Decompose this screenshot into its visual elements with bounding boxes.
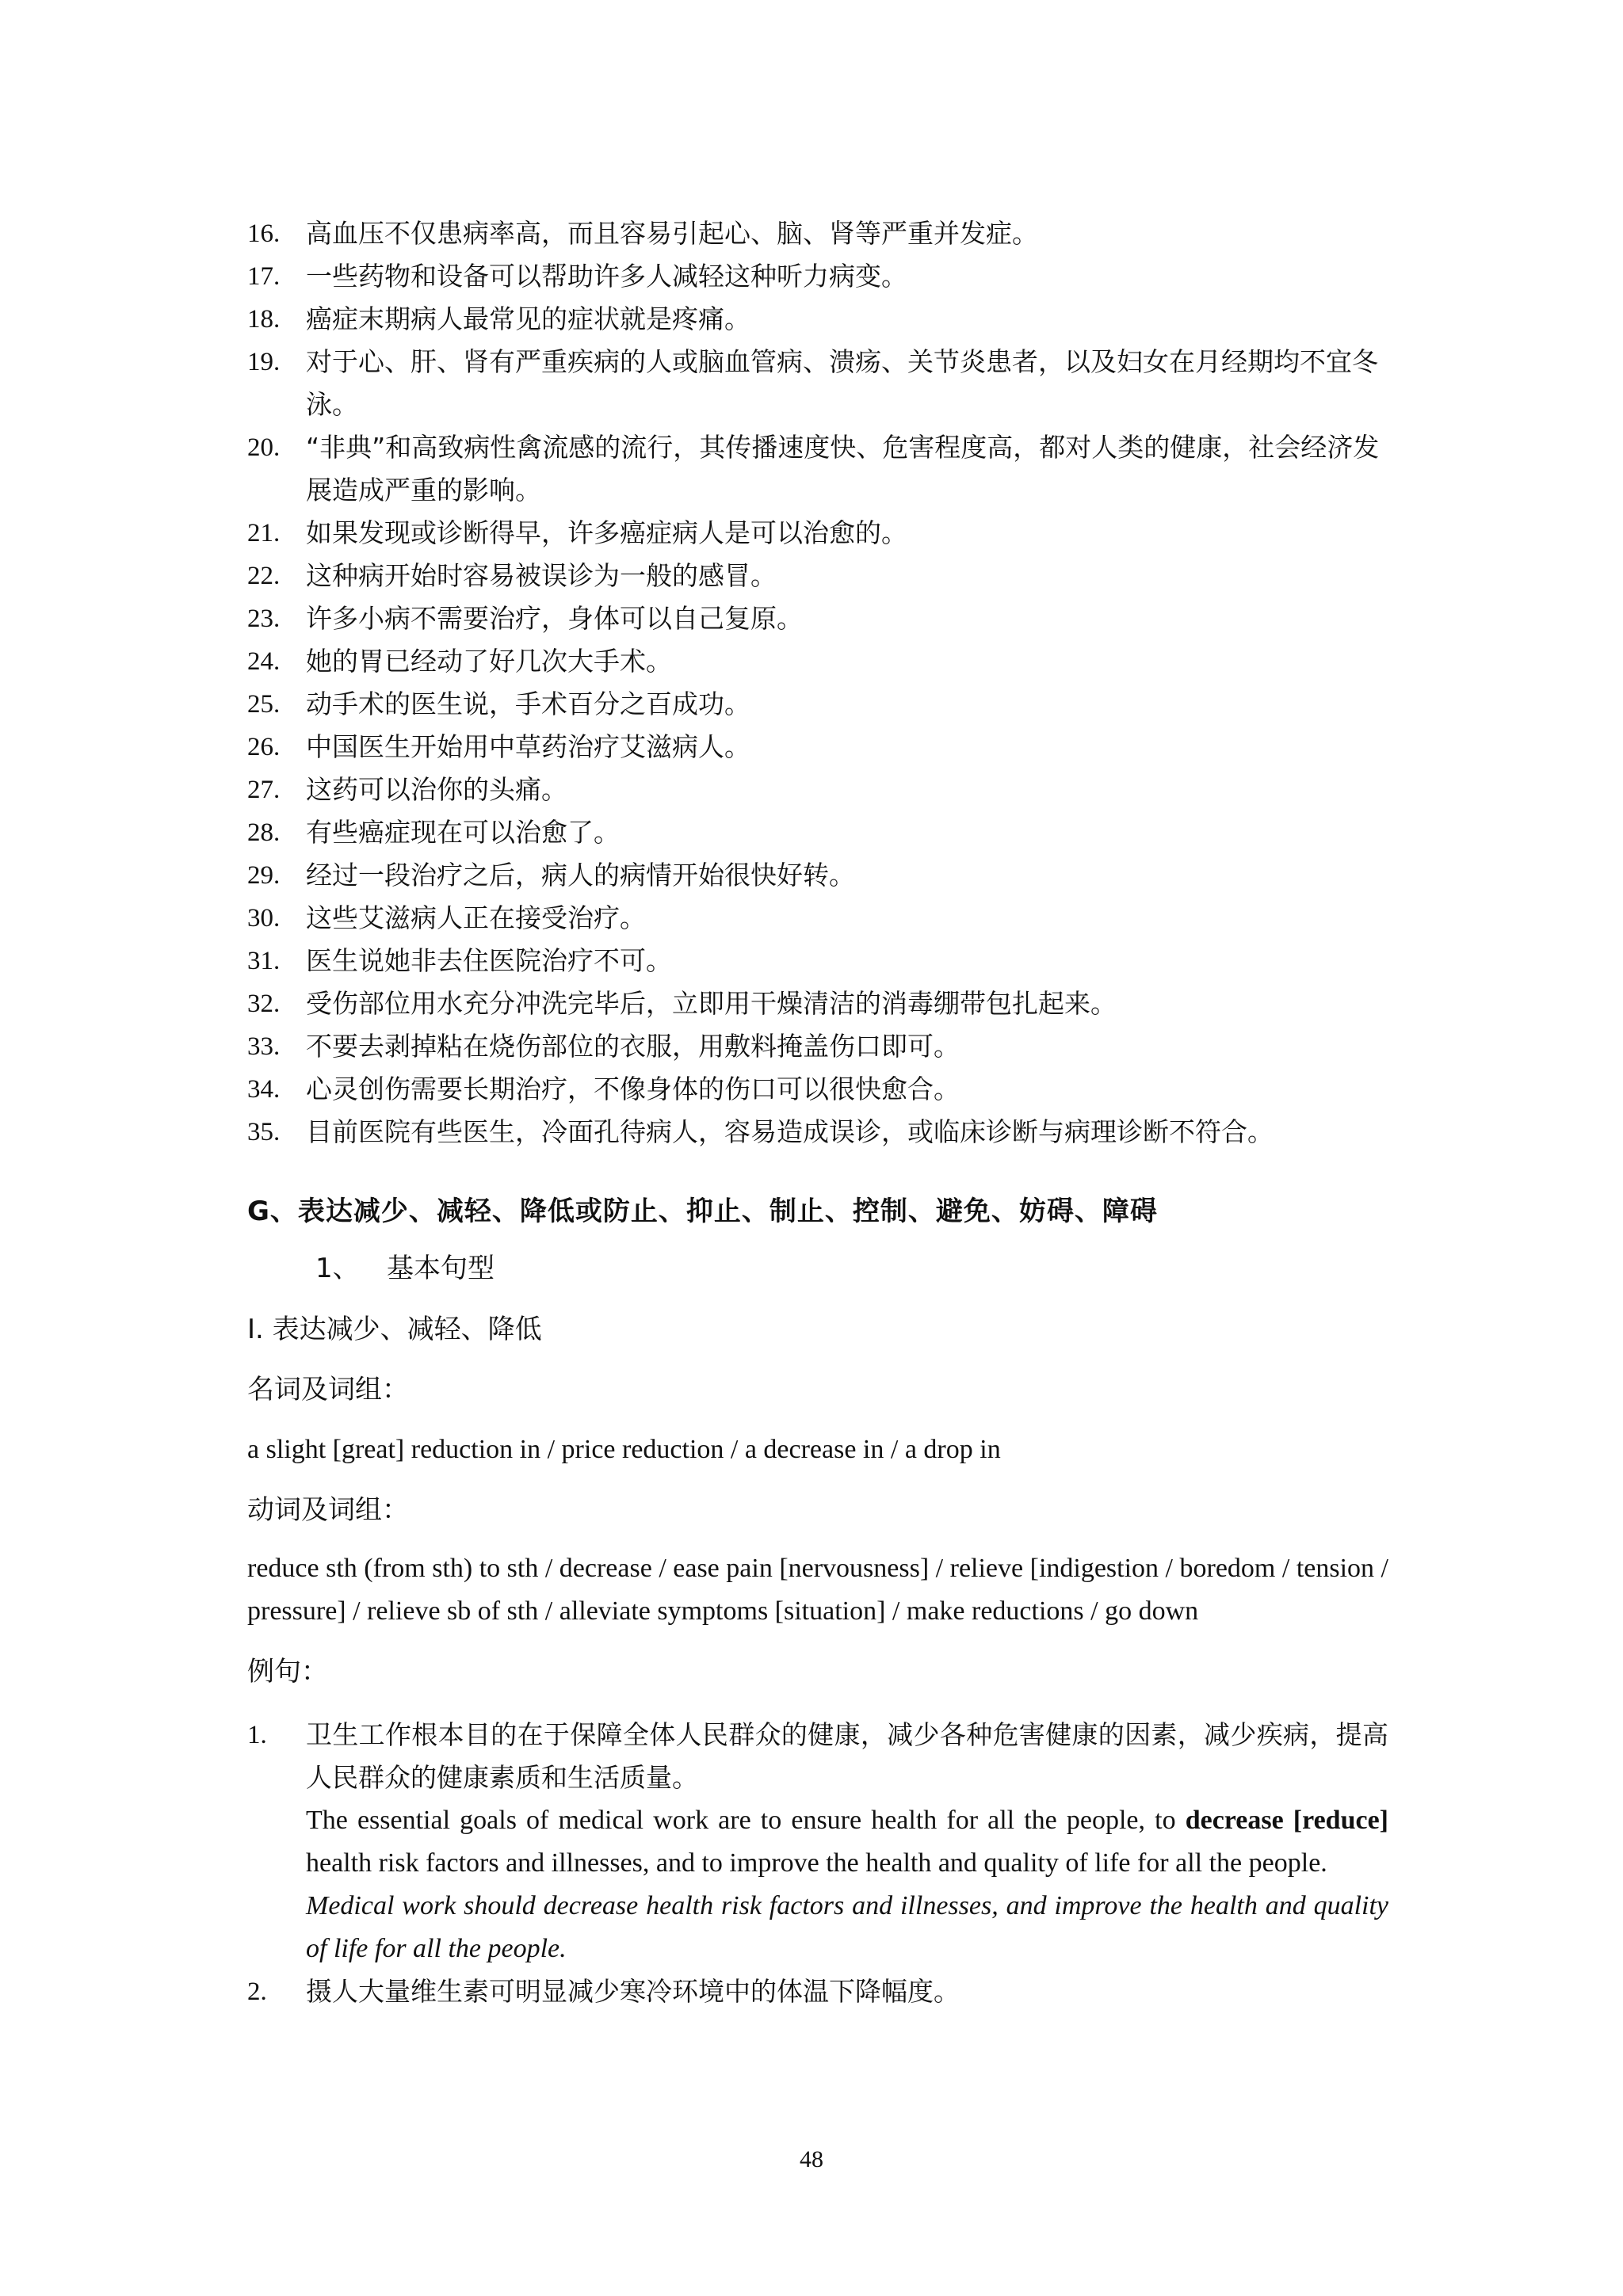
item-number: 25. bbox=[247, 690, 281, 719]
item-number: 23. bbox=[247, 605, 281, 633]
item-text: 医生说她非去住医院治疗不可。 bbox=[306, 945, 672, 976]
item-text: 心灵创伤需要长期治疗，不像身体的伤口可以很快愈合。 bbox=[306, 1074, 960, 1104]
item-text: 许多小病不需要治疗，身体可以自己复原。 bbox=[306, 603, 803, 634]
list-item bbox=[247, 1025, 1388, 1068]
sub-heading-title: 基本句型 bbox=[387, 1253, 495, 1284]
item-number: 35. bbox=[247, 1118, 281, 1146]
item-number: 17. bbox=[247, 262, 281, 291]
example-chinese: 摄人大量维生素可明显减少寒冷环境中的体温下降幅度。 bbox=[306, 1976, 960, 2007]
item-number: 33. bbox=[247, 1032, 281, 1061]
example-english-bold: [reduce] bbox=[1293, 1806, 1389, 1835]
item-text: 这药可以治你的头痛。 bbox=[306, 774, 567, 805]
nouns-label: 名词及词组： bbox=[247, 1374, 409, 1405]
item-text: 这种病开始时容易被误诊为一般的感冒。 bbox=[306, 560, 777, 591]
item-number: 24. bbox=[247, 647, 281, 676]
list-item bbox=[247, 683, 1388, 726]
list-item bbox=[247, 811, 1388, 854]
item-text: 受伤部位用水充分冲洗完毕后，立即用干燥清洁的消毒绷带包扎起来。 bbox=[306, 988, 1117, 1019]
item-number: 28. bbox=[247, 818, 281, 847]
item-number: 26. bbox=[247, 733, 281, 761]
item-text: 目前医院有些医生，冷面孔待病人，容易造成误诊，或临床诊断与病理诊断不符合。 bbox=[306, 1116, 1274, 1147]
example-item bbox=[247, 1970, 1388, 2013]
item-text: 如果发现或诊断得早，许多癌症病人是可以治愈的。 bbox=[306, 517, 907, 548]
item-number: 19. bbox=[247, 348, 281, 376]
list-item bbox=[247, 940, 1388, 982]
item-number: 31. bbox=[247, 947, 281, 975]
list-item bbox=[247, 555, 1388, 597]
verbs-text: reduce sth (from sth) to sth / decrease / ease pain [nervousness] / relieve [indigestion / boredom / tension / pressure] / relieve sb of sth / alleviate symptoms [situation] / make reductions / go down bbox=[247, 1554, 1388, 1626]
item-number: 29. bbox=[247, 861, 281, 890]
list-item bbox=[247, 1111, 1388, 1154]
subsection-title: I. 表达减少、减轻、降低 bbox=[247, 1314, 542, 1345]
item-text: 癌症末期病人最常见的症状就是疼痛。 bbox=[306, 303, 750, 334]
item-number: 21. bbox=[247, 519, 281, 547]
list-item bbox=[247, 897, 1388, 940]
item-text: 动手术的医生说，手术百分之百成功。 bbox=[306, 688, 750, 719]
example-english-part: The essential goals of medical work are to ensure health for all the people, to bbox=[306, 1806, 1186, 1835]
sub-heading-number: 1、 bbox=[315, 1253, 360, 1284]
example-english bbox=[306, 1799, 1388, 1885]
example-list bbox=[247, 1714, 1388, 2013]
list-item bbox=[247, 212, 1388, 255]
example-number: 1. bbox=[247, 1721, 267, 1749]
list-item bbox=[247, 426, 1388, 512]
item-text: 经过一段治疗之后，病人的病情开始很快好转。 bbox=[306, 860, 855, 891]
list-item bbox=[247, 769, 1388, 811]
example-italic: Medical work should decrease health risk factors and illnesses, and improve the health and quality of life for all the people. bbox=[306, 1891, 1388, 1963]
numbered-sentence-list bbox=[247, 212, 1388, 1154]
item-text: “非典”和高致病性禽流感的流行，其传播速度快、危害程度高，都对人类的健康，社会经济发展造成严重的影响。 bbox=[306, 432, 1380, 505]
item-number: 20. bbox=[247, 433, 281, 462]
page-content bbox=[247, 212, 1388, 2013]
example-english-part bbox=[1284, 1806, 1293, 1835]
item-number: 30. bbox=[247, 904, 281, 933]
item-text: 有些癌症现在可以治愈了。 bbox=[306, 817, 620, 848]
list-item bbox=[247, 512, 1388, 555]
example-english-bold: decrease bbox=[1185, 1806, 1284, 1835]
examples-label: 例句： bbox=[247, 1656, 328, 1688]
example-item bbox=[247, 1714, 1388, 1970]
list-item bbox=[247, 726, 1388, 769]
nouns-text: a slight [great] reduction in / price reduction / a decrease in / a drop in bbox=[247, 1435, 1001, 1464]
sub-heading bbox=[315, 1247, 1388, 1291]
page-number: 48 bbox=[800, 2146, 823, 2172]
item-number: 22. bbox=[247, 562, 281, 590]
example-body bbox=[306, 1714, 1388, 1970]
item-text: 这些艾滋病人正在接受治疗。 bbox=[306, 902, 646, 933]
section-heading: G、表达减少、减轻、降低或防止、抑止、制止、控制、避免、妨碍、障碍 bbox=[247, 1196, 1158, 1227]
example-chinese: 卫生工作根本目的在于保障全体人民群众的健康，减少各种危害健康的因素，减少疾病，提高人民群众的健康素质和生活质量。 bbox=[306, 1719, 1388, 1793]
list-item bbox=[247, 341, 1388, 426]
item-text: 她的胃已经动了好几次大手术。 bbox=[306, 646, 672, 677]
verbs-label: 动词及词组： bbox=[247, 1494, 409, 1526]
item-number: 27. bbox=[247, 776, 281, 804]
example-number: 2. bbox=[247, 1978, 267, 2006]
list-item bbox=[247, 1068, 1388, 1111]
list-item bbox=[247, 597, 1388, 640]
item-text: 中国医生开始用中草药治疗艾滋病人。 bbox=[306, 731, 750, 762]
item-text: 对于心、肝、肾有严重疾病的人或脑血管病、溃疡、关节炎患者，以及妇女在月经期均不宜冬泳。 bbox=[306, 346, 1378, 420]
list-item bbox=[247, 255, 1388, 298]
item-text: 高血压不仅患病率高，而且容易引起心、脑、肾等严重并发症。 bbox=[306, 218, 1038, 249]
list-item bbox=[247, 982, 1388, 1025]
item-number: 34. bbox=[247, 1075, 281, 1104]
example-body bbox=[306, 1970, 1388, 2013]
example-english-part: health risk factors and illnesses, and to improve the health and quality of life for all the people. bbox=[306, 1848, 1327, 1878]
item-number: 16. bbox=[247, 219, 281, 248]
item-text: 一些药物和设备可以帮助许多人减轻这种听力病变。 bbox=[306, 261, 907, 292]
item-number: 18. bbox=[247, 305, 281, 334]
item-number: 32. bbox=[247, 990, 281, 1018]
item-text: 不要去剥掉粘在烧伤部位的衣服，用敷料掩盖伤口即可。 bbox=[306, 1031, 960, 1062]
list-item bbox=[247, 298, 1388, 341]
list-item bbox=[247, 854, 1388, 897]
list-item bbox=[247, 640, 1388, 683]
